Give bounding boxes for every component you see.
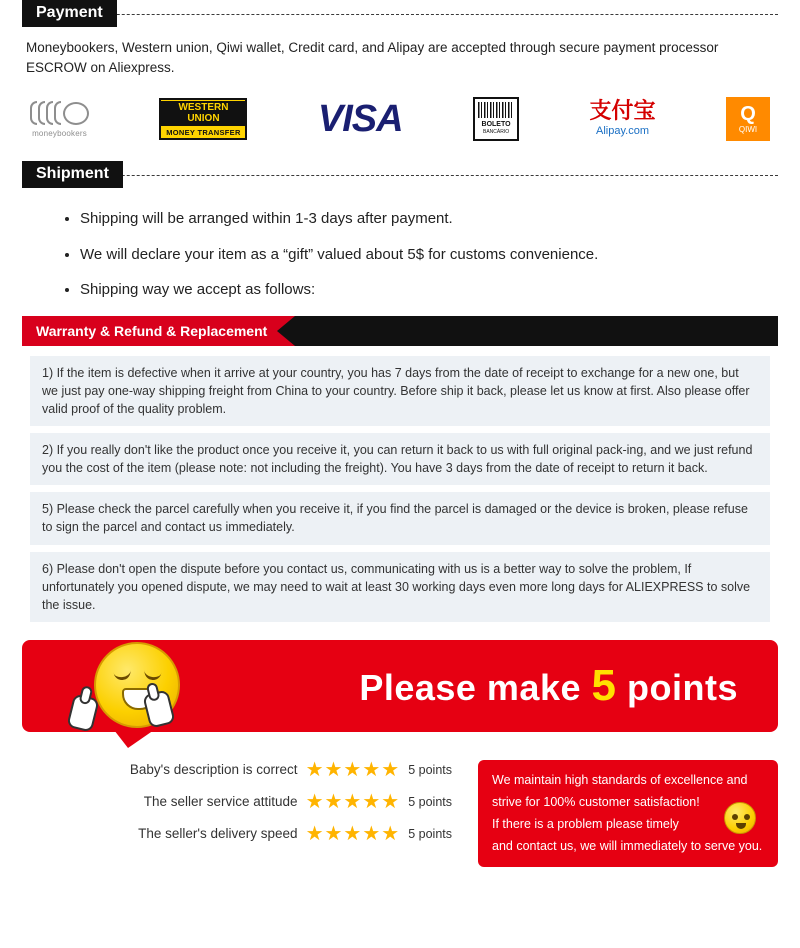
term-item: 5) Please check the parcel carefully when you receive it, if you find the parcel is damaged or the device is broken, please refuse to sign the parcel and contact us immediately.	[30, 492, 770, 544]
qiwi-logo	[726, 97, 770, 141]
rating-row	[22, 760, 452, 780]
points-text-after: points	[627, 666, 738, 708]
moneybookers-logo	[30, 100, 89, 138]
rating-row	[22, 792, 452, 812]
list-item: • Shipping way we accept as follows:	[80, 280, 760, 300]
points-number: 5	[591, 660, 617, 710]
western-union-logo	[159, 98, 247, 140]
warranty-banner-label: Warranty & Refund & Replacement	[22, 316, 277, 346]
header-divider-line	[22, 14, 778, 15]
warranty-terms-list	[30, 356, 770, 622]
list-item: • We will declare your item as a “gift” valued about 5$ for customs convenience.	[80, 245, 760, 265]
boleto-line1: BOLETO	[481, 121, 511, 129]
rating-row	[22, 824, 452, 844]
western-union-line2: UNION	[187, 112, 220, 124]
rating-points: 5 points	[408, 826, 452, 841]
payment-section-header	[22, 0, 778, 30]
warranty-banner	[22, 316, 778, 346]
star-rating-icon: ★★★★★	[305, 790, 401, 813]
rating-label: The seller's delivery speed	[138, 826, 298, 842]
note-line-1: We maintain high standards of excellence and	[492, 772, 748, 787]
points-text-before: Please make	[359, 666, 581, 708]
note-line-4: and contact us, we will immediately to serve you.	[492, 838, 763, 853]
shipment-section-header	[22, 161, 778, 191]
star-rating-icon: ★★★★★	[305, 758, 401, 781]
alipay-chinese-text: 支付宝	[589, 99, 656, 125]
term-item: 2) If you really don't like the product once you receive it, you can return it back to us with full original pack-ing, and we just refund you the cost of the item (please note: not including the freight). You have 3 days from the date of receipt to return it back.	[30, 433, 770, 485]
rating-points: 5 points	[408, 762, 452, 777]
term-item: 6) Please don't open the dispute before you contact us, communicating with us is a better way to solve the problem, If unfortunately you opened dispute, we may need to wait at least 30 working days even more long days for ALIEXPRESS to solve the issue.	[30, 552, 770, 622]
ratings-and-note-row	[22, 760, 778, 868]
visa-logo	[318, 98, 403, 141]
shipment-tag-label: Shipment	[22, 161, 123, 188]
boleto-line2: BANCÁRIO	[483, 129, 510, 136]
western-union-line1: WESTERN	[178, 102, 229, 114]
star-rating-icon: ★★★★★	[305, 822, 401, 845]
moneybookers-label: moneybookers	[32, 129, 87, 139]
alipay-english-text: Alipay.com	[596, 125, 650, 138]
list-item: • Shipping will be arranged within 1-3 days after payment.	[80, 209, 760, 229]
moneybookers-arcs-icon	[30, 100, 89, 126]
western-union-line3: MONEY TRANSFER	[166, 128, 241, 138]
boleto-bancario-logo	[473, 97, 519, 141]
header-divider-line	[22, 175, 778, 176]
visa-wordmark: VISA	[317, 97, 403, 140]
qiwi-mark: Q	[740, 103, 756, 126]
qiwi-label: QIWI	[738, 125, 758, 135]
alipay-logo	[590, 101, 656, 137]
payment-intro-text: Moneybookers, Western union, Qiwi wallet, Credit card, and Alipay are accepted through secure payment processor ESCROW on Aliexpress.	[26, 40, 719, 75]
thumbs-up-hand-left-icon	[66, 693, 99, 732]
winking-emoji-icon	[724, 802, 756, 834]
note-line-2: strive for 100% customer satisfaction!	[492, 794, 700, 809]
ratings-list	[22, 760, 452, 856]
rating-points: 5 points	[408, 794, 452, 809]
shipment-bullet-list	[40, 209, 760, 300]
payment-tag-label: Payment	[22, 0, 117, 27]
service-note-box	[478, 760, 778, 868]
note-line-3: If there is a problem please timely	[492, 816, 679, 831]
rating-label: Baby's description is correct	[129, 762, 298, 778]
rating-label: The seller service attitude	[143, 794, 298, 810]
payment-logos-row	[30, 91, 770, 147]
please-make-5-points-banner	[22, 640, 778, 732]
term-item: 1) If the item is defective when it arrive at your country, you has 7 days from the date of receipt to exchange for a new one, but we just pay one-way shipping freight from China to your country. Before ship it back, please let us know at first. Also please offer valid proof of the quality problem.	[30, 356, 770, 426]
barcode-icon	[478, 102, 514, 118]
